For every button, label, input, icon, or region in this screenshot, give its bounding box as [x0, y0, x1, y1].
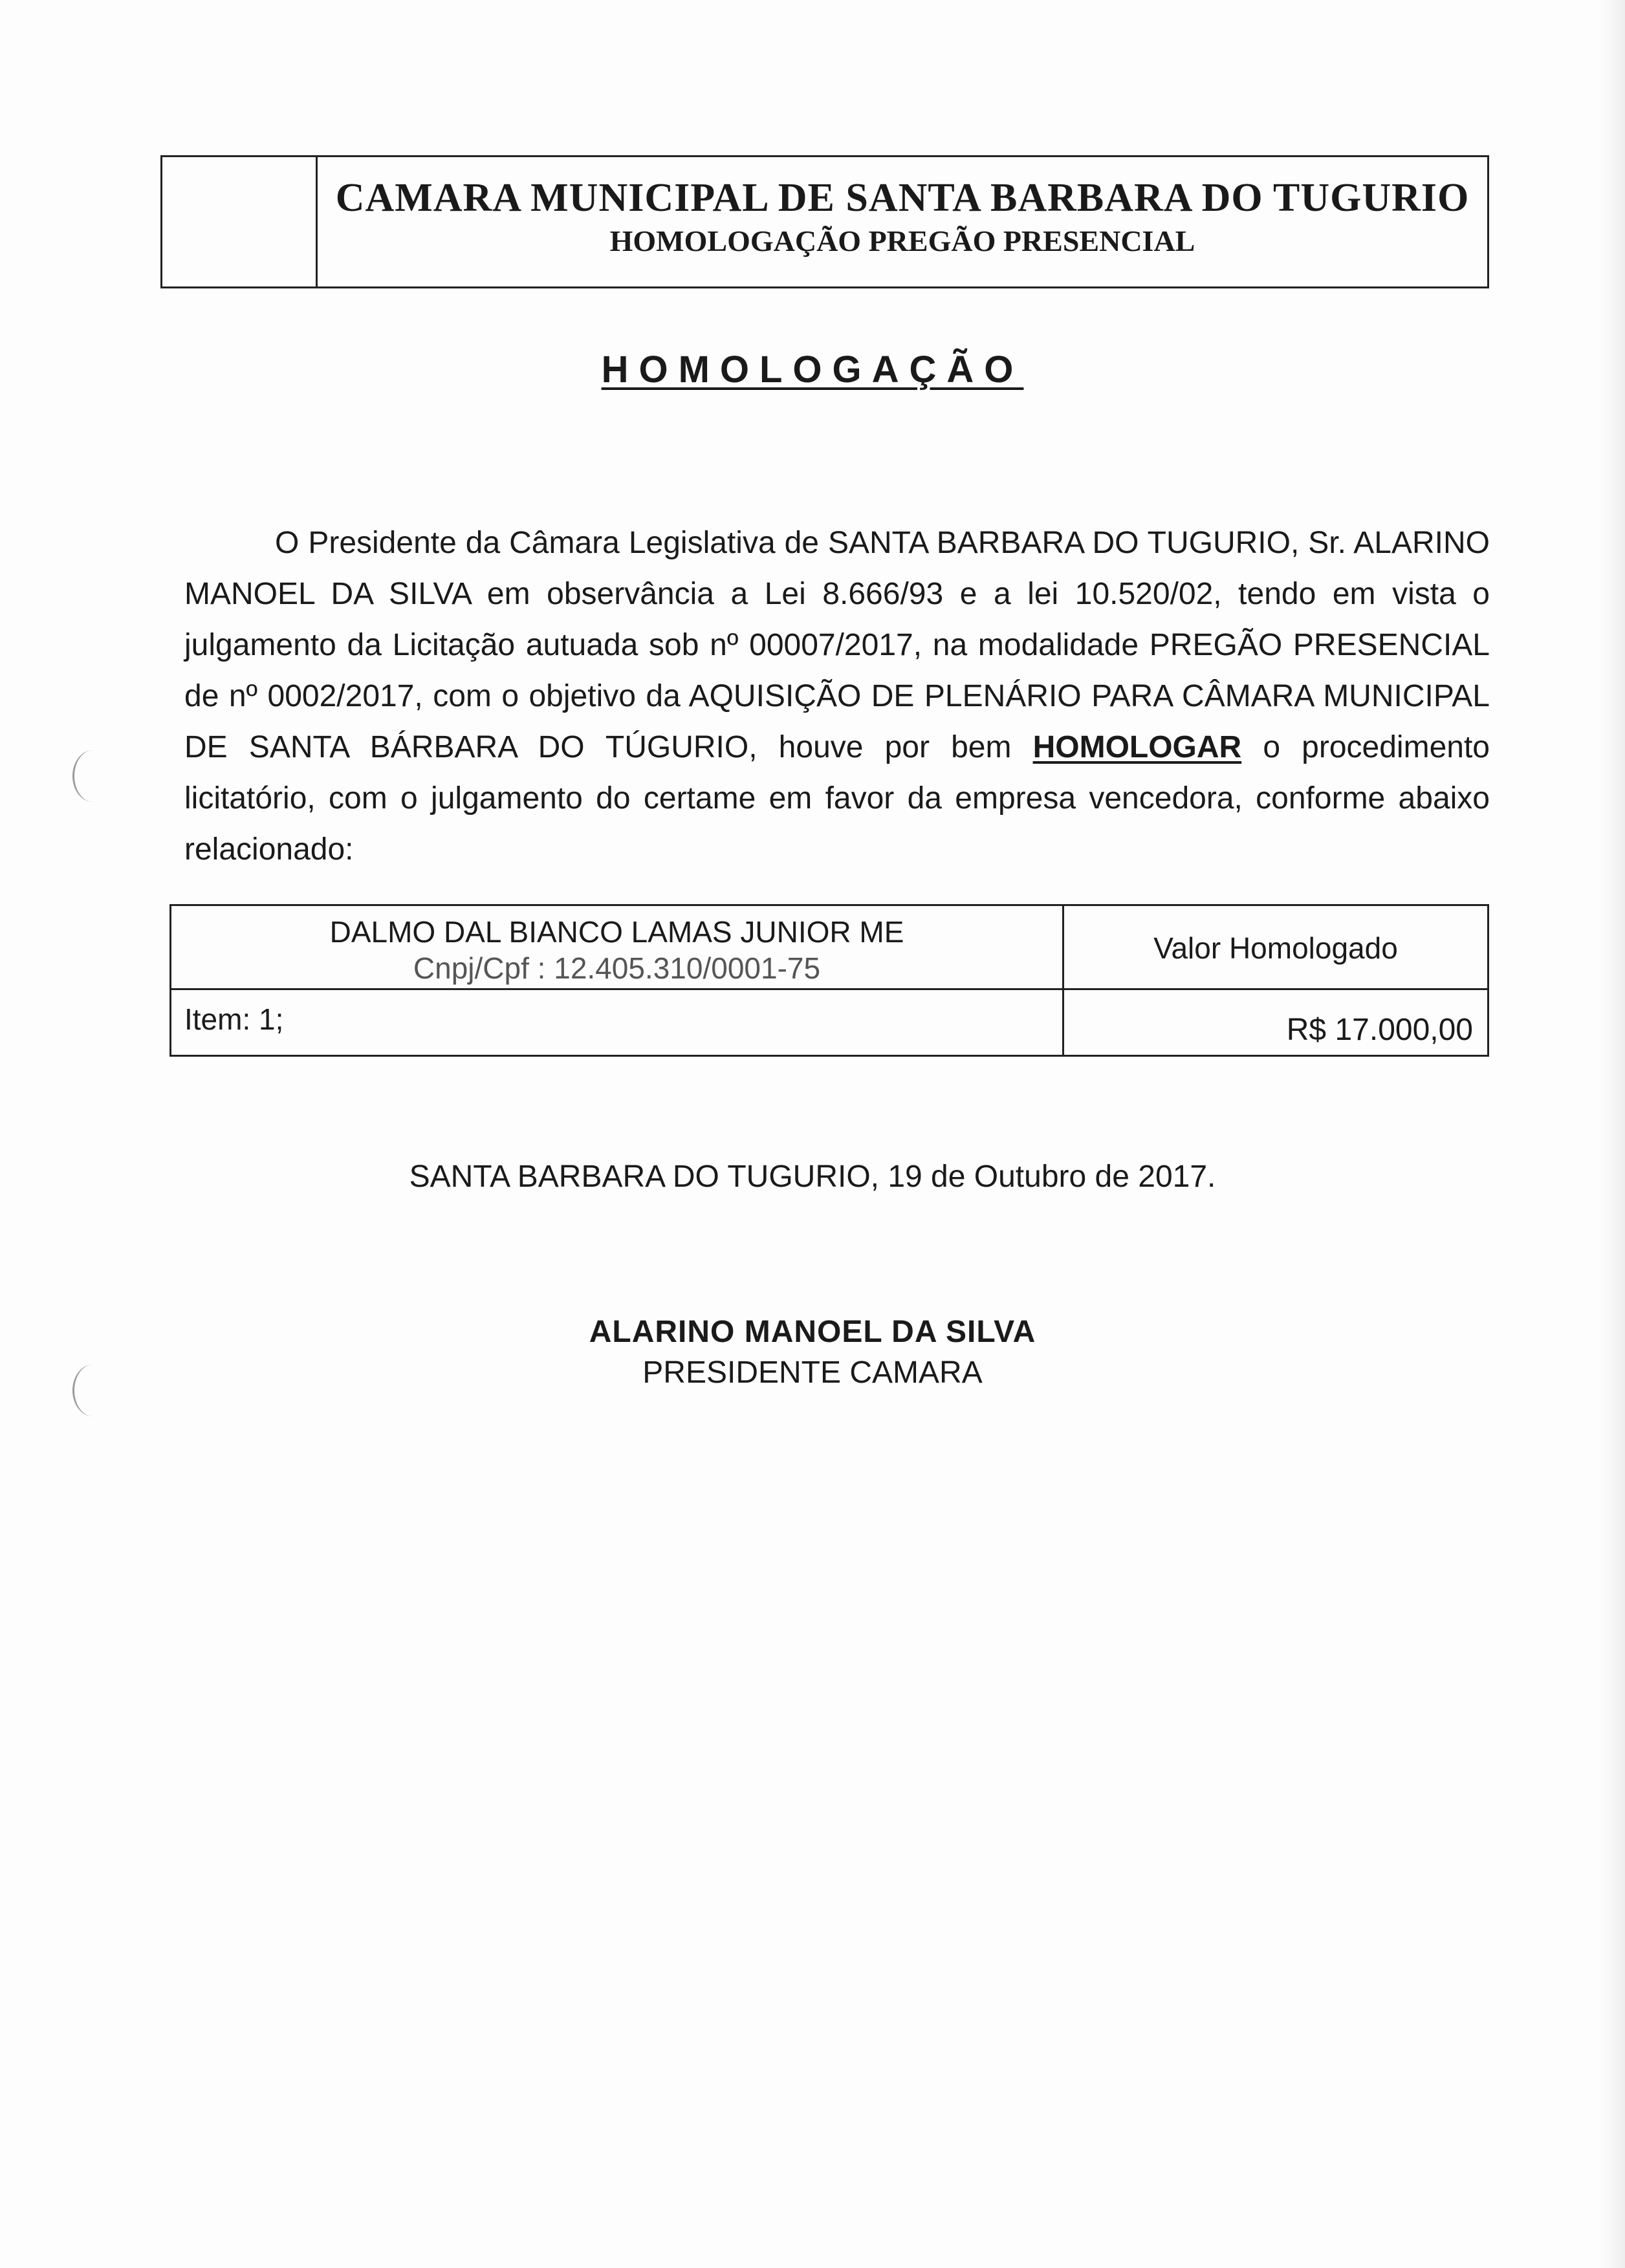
paragraph-text-after: o procedimento licitatório, com o julgamento do certame em favor da empresa vencedora, conforme abaixo relacionado: [184, 730, 1490, 867]
signatory-name: ALARINO MANOEL DA SILVA [589, 1315, 1036, 1349]
page-edge-shadow [1599, 0, 1625, 2268]
company-name: DALMO DAL BIANCO LAMAS JUNIOR ME [329, 915, 904, 949]
winner-company-cell [171, 906, 1064, 990]
company-cnpj: Cnpj/Cpf : 12.405.310/0001-75 [413, 951, 821, 985]
page-title-text: HOMOLOGAÇÃO [601, 349, 1024, 391]
page-title [0, 348, 1625, 391]
punch-hole-mark [72, 750, 113, 802]
paragraph-text-before: O Presidente da Câmara Legislativa de SANTA BARBARA DO TUGURIO, Sr. ALARINO MANOEL DA SILVA em observância a Lei 8.666/93 e a lei 10.520/02, tendo em vista o julgamento da Licitação autuada sob nº 00007/2017, na modalidade PREGÃO PRESENCIAL de nº 0002/2017, com o objetivo da AQUISIÇÃO DE PLENÁRIO PARA CÂMARA MUNICIPAL DE SANTA BÁRBARA DO TÚGURIO, houve por bem [184, 526, 1490, 764]
document-type: HOMOLOGAÇÃO PREGÃO PRESENCIAL [609, 224, 1195, 257]
header-logo-cell [162, 157, 318, 286]
signature-block [0, 1314, 1625, 1390]
header-title-cell [318, 157, 1487, 286]
result-table [169, 904, 1489, 1057]
item-label: Item: 1; [171, 990, 1064, 1055]
document-header [160, 155, 1489, 288]
place-and-date: SANTA BARBARA DO TUGURIO, 19 de Outubro de 2017. [409, 1160, 1216, 1194]
homologated-value: R$ 17.000,00 [1286, 1013, 1473, 1047]
homologation-paragraph [184, 517, 1490, 875]
value-column-header: Valor Homologado [1064, 906, 1487, 990]
institution-name: CAMARA MUNICIPAL DE SANTA BARBARA DO TUGURIO [335, 176, 1470, 220]
paragraph-emphasis: HOMOLOGAR [1032, 730, 1242, 764]
signatory-role: PRESIDENTE CAMARA [642, 1355, 983, 1390]
